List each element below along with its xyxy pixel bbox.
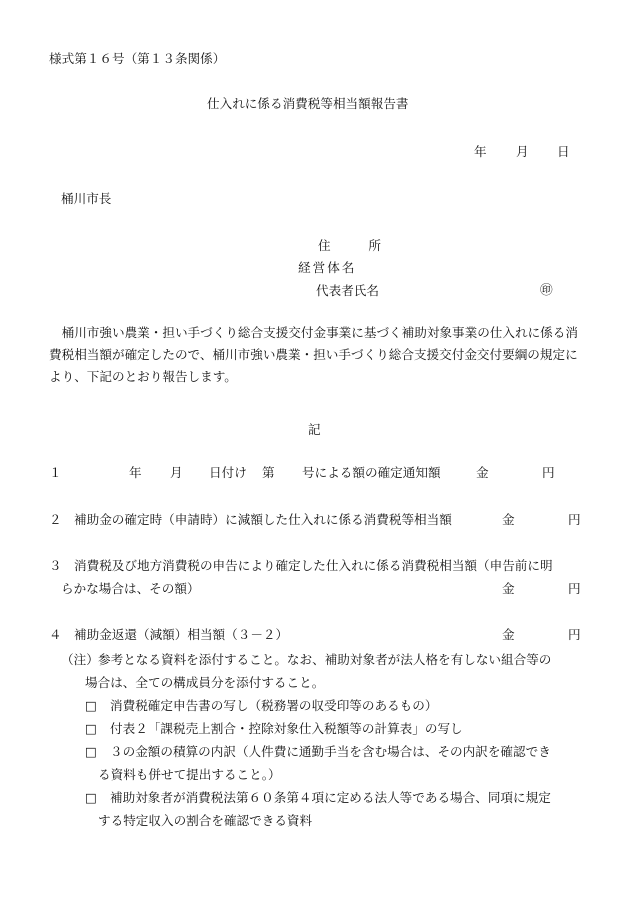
item3-yen: 円 (568, 581, 581, 596)
item1-text: 号による額の確定通知額 (302, 465, 441, 480)
item1-number: １ (49, 465, 62, 480)
item4-kin: 金 (502, 627, 515, 642)
ki-heading: 記 (308, 422, 321, 437)
checklist-item-1: 消費税確定申告書の写し（税務署の収受印等のあるもの） (110, 698, 438, 713)
item2-kin: 金 (502, 512, 515, 527)
checklist-box: □ (85, 721, 97, 736)
checklist-item-4-line1: 補助対象者が消費税法第６０条第４項に定める法人等である場合、同項に規定 (110, 790, 551, 805)
date-year: 年 (474, 144, 487, 159)
note-line1: 参考となる資料を添付すること。なお、補助対象者が法人格を有しない組合等の (98, 652, 552, 667)
item1-dai: 第 (262, 465, 275, 480)
note-label: （注） (61, 652, 99, 667)
checklist-item-4-line2: する特定収入の割合を確認できる資料 (98, 813, 313, 828)
item1-month: 月 (170, 465, 183, 480)
body-text: 桶川市強い農業・担い手づくり総合支援交付金事業に基づく補助対象事業の仕入れに係る消費税相当額が確定したので、桶川市強い農業・担い手づくり総合支援交付金交付要綱の規定により、下記のとおり報告します。 (49, 325, 578, 384)
item3-line2: らかな場合は、その額） (61, 581, 200, 596)
item2-number: ２ (49, 512, 62, 527)
checklist-item-3-line2: る資料も併せて提出すること。） (98, 767, 281, 782)
item4-yen: 円 (568, 627, 581, 642)
checklist-box: □ (85, 698, 97, 713)
applicant-org-label: 経営体名 (298, 260, 357, 275)
date-month: 月 (516, 144, 529, 159)
item3-kin: 金 (502, 581, 515, 596)
item4-number: ４ (49, 627, 62, 642)
item2-text: 補助金の確定時（申請時）に減額した仕入れに係る消費税等相当額 (74, 512, 452, 527)
date-day: 日 (557, 144, 570, 159)
form-number: 様式第１６号（第１３条関係） (49, 51, 226, 66)
item4-text: 補助金返還（減額）相当額（３－２） (74, 627, 289, 642)
item3-number: ３ (49, 558, 62, 573)
applicant-address-label: 住 所 (318, 238, 381, 253)
item3-line1: 消費税及び地方消費税の申告により確定した仕入れに係る消費税相当額（申告前に明 (74, 558, 553, 573)
item1-kin: 金 (476, 465, 489, 480)
checklist-item-3-line1: ３の金額の積算の内訳（人件費に通勤手当を含む場合は、その内訳を確認でき (110, 744, 551, 759)
checklist-box: □ (85, 744, 97, 759)
item2-yen: 円 (568, 512, 581, 527)
note-line2: 場合は、全ての構成員分を添付すること。 (85, 675, 325, 690)
checklist-item-2: 付表２「課税売上割合・控除対象仕入税額等の計算表」の写し (110, 721, 463, 736)
item1-day: 日付け (209, 465, 247, 480)
item1-year: 年 (129, 465, 142, 480)
checklist-box: □ (85, 790, 97, 805)
item1-yen: 円 (542, 465, 555, 480)
seal-mark: ㊞ (540, 282, 553, 297)
addressee: 桶川市長 (61, 191, 112, 206)
document-title: 仕入れに係る消費税等相当額報告書 (207, 96, 409, 111)
applicant-rep-label: 代表者氏名 (316, 283, 379, 298)
